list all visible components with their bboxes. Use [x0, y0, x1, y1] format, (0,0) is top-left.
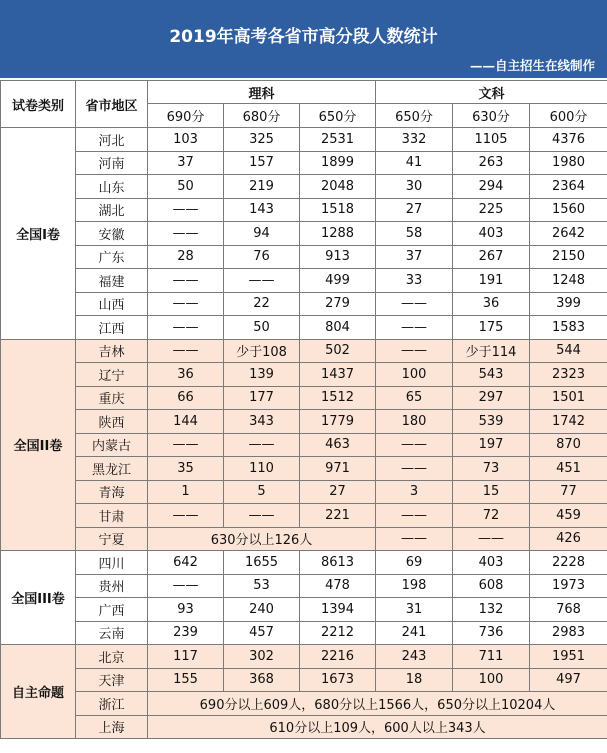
score-cell: 2212: [300, 621, 376, 645]
score-cell: 2642: [530, 222, 607, 246]
table-row: [1, 527, 607, 551]
table-row: [1, 504, 607, 528]
score-cell: 804: [300, 316, 376, 340]
sci-col-header: 690分: [148, 104, 224, 128]
region-cell: 北京: [76, 645, 148, 669]
score-cell: ——: [376, 433, 453, 457]
table-row: [1, 386, 607, 410]
score-cell: 27: [376, 198, 453, 222]
table-row: [1, 692, 607, 716]
score-cell: 768: [530, 598, 607, 622]
score-cell: 177: [224, 386, 300, 410]
merged-note-cell: 610分以上109人，600人以上343人: [148, 715, 607, 739]
score-cell: 103: [148, 128, 224, 152]
region-cell: 山西: [76, 292, 148, 316]
score-cell: 642: [148, 551, 224, 575]
score-cell: 2048: [300, 175, 376, 199]
score-cell: 1980: [530, 151, 607, 175]
score-cell: 2323: [530, 363, 607, 387]
group-label: 全国III卷: [1, 551, 76, 645]
score-cell: 157: [224, 151, 300, 175]
score-cell: 1973: [530, 574, 607, 598]
score-cell: 100: [453, 668, 530, 692]
score-cell: 66: [148, 386, 224, 410]
score-cell: 144: [148, 410, 224, 434]
science-header: 理科: [148, 81, 376, 104]
score-cell: 94: [224, 222, 300, 246]
score-cell: 403: [453, 551, 530, 575]
score-cell: 76: [224, 245, 300, 269]
sci-col-header: 650分: [300, 104, 376, 128]
score-cell: 1512: [300, 386, 376, 410]
region-cell: 河南: [76, 151, 148, 175]
score-cell: 478: [300, 574, 376, 598]
table-row: [1, 480, 607, 504]
region-cell: 上海: [76, 715, 148, 739]
merged-note-cell: 690分以上609人，680分以上1566人，650分以上10204人: [148, 692, 607, 716]
score-cell: 343: [224, 410, 300, 434]
score-cell: ——: [376, 316, 453, 340]
score-cell: 少于108: [224, 339, 300, 363]
score-cell: 37: [148, 151, 224, 175]
score-cell: 1951: [530, 645, 607, 669]
region-cell: 江西: [76, 316, 148, 340]
table-row: [1, 151, 607, 175]
region-cell: 广东: [76, 245, 148, 269]
score-cell: 297: [453, 386, 530, 410]
score-cell: 2364: [530, 175, 607, 199]
score-cell: 1899: [300, 151, 376, 175]
table-row: [1, 668, 607, 692]
score-cell: 197: [453, 433, 530, 457]
table-row: [1, 621, 607, 645]
score-cell: ——: [148, 339, 224, 363]
title-banner: [0, 0, 607, 78]
group-label: 自主命题: [1, 645, 76, 739]
table-row: [1, 715, 607, 739]
score-cell: ——: [376, 339, 453, 363]
score-cell: 1655: [224, 551, 300, 575]
score-cell: 368: [224, 668, 300, 692]
sci-col-header: 680分: [224, 104, 300, 128]
table-row: [1, 339, 607, 363]
merged-note-cell: 630分以上126人: [148, 527, 376, 551]
score-cell: 2150: [530, 245, 607, 269]
region-cell: 广西: [76, 598, 148, 622]
table-row: [1, 645, 607, 669]
region-cell: 陕西: [76, 410, 148, 434]
region-cell: 甘肃: [76, 504, 148, 528]
score-cell: 302: [224, 645, 300, 669]
score-cell: 1248: [530, 269, 607, 293]
score-cell: 240: [224, 598, 300, 622]
region-cell: 贵州: [76, 574, 148, 598]
region-cell: 浙江: [76, 692, 148, 716]
score-cell: 608: [453, 574, 530, 598]
page-subtitle: ——自主招生在线制作: [469, 58, 595, 73]
table-row: [1, 245, 607, 269]
score-cell: 50: [148, 175, 224, 199]
score-cell: ——: [148, 433, 224, 457]
score-cell: ——: [148, 316, 224, 340]
score-cell: 180: [376, 410, 453, 434]
page-title: 2019年高考各省市高分段人数统计: [169, 27, 438, 47]
score-cell: 36: [453, 292, 530, 316]
score-cell: 539: [453, 410, 530, 434]
score-cell: 117: [148, 645, 224, 669]
region-cell: 青海: [76, 480, 148, 504]
score-cell: 1779: [300, 410, 376, 434]
score-cell: 263: [453, 151, 530, 175]
score-cell: 73: [453, 457, 530, 481]
score-cell: 37: [376, 245, 453, 269]
score-cell: 36: [148, 363, 224, 387]
score-cell: 35: [148, 457, 224, 481]
score-cell: 459: [530, 504, 607, 528]
score-cell: 403: [453, 222, 530, 246]
region-header: 省市地区: [76, 81, 148, 128]
score-cell: 22: [224, 292, 300, 316]
region-cell: 内蒙古: [76, 433, 148, 457]
score-cell: 198: [376, 574, 453, 598]
score-cell: 15: [453, 480, 530, 504]
score-cell: 1742: [530, 410, 607, 434]
score-cell: 457: [224, 621, 300, 645]
score-cell: 191: [453, 269, 530, 293]
score-cell: 132: [453, 598, 530, 622]
score-cell: 33: [376, 269, 453, 293]
table-row: [1, 316, 607, 340]
group-label: 全国II卷: [1, 339, 76, 551]
table-row: [1, 410, 607, 434]
score-cell: 711: [453, 645, 530, 669]
score-cell: 143: [224, 198, 300, 222]
table-row: [1, 598, 607, 622]
region-cell: 宁夏: [76, 527, 148, 551]
score-cell: 4376: [530, 128, 607, 152]
score-cell: 399: [530, 292, 607, 316]
score-cell: 426: [530, 527, 607, 551]
score-cell: 499: [300, 269, 376, 293]
score-cell: ——: [148, 504, 224, 528]
score-cell: 58: [376, 222, 453, 246]
score-cell: 28: [148, 245, 224, 269]
score-cell: 221: [300, 504, 376, 528]
region-cell: 重庆: [76, 386, 148, 410]
score-cell: ——: [148, 574, 224, 598]
score-cell: 100: [376, 363, 453, 387]
score-cell: ——: [376, 457, 453, 481]
score-cell: 27: [300, 480, 376, 504]
score-cell: ——: [148, 292, 224, 316]
region-cell: 四川: [76, 551, 148, 575]
table-row: [1, 198, 607, 222]
score-cell: 93: [148, 598, 224, 622]
table-row: [1, 269, 607, 293]
region-cell: 吉林: [76, 339, 148, 363]
score-cell: 225: [453, 198, 530, 222]
group-label: 全国I卷: [1, 128, 76, 340]
score-cell: 971: [300, 457, 376, 481]
score-cell: 50: [224, 316, 300, 340]
score-cell: 2228: [530, 551, 607, 575]
score-table: [0, 80, 607, 739]
score-cell: ——: [376, 527, 453, 551]
score-cell: 1518: [300, 198, 376, 222]
score-cell: 913: [300, 245, 376, 269]
table-row: [1, 551, 607, 575]
category-header: 试卷类别: [1, 81, 76, 128]
score-cell: 53: [224, 574, 300, 598]
table-row: [1, 222, 607, 246]
table-row: [1, 128, 607, 152]
score-cell: 少于114: [453, 339, 530, 363]
score-cell: 1: [148, 480, 224, 504]
score-cell: 451: [530, 457, 607, 481]
score-cell: ——: [224, 269, 300, 293]
score-cell: 239: [148, 621, 224, 645]
score-cell: 219: [224, 175, 300, 199]
score-cell: 110: [224, 457, 300, 481]
score-cell: ——: [148, 222, 224, 246]
score-cell: 1501: [530, 386, 607, 410]
arts-col-header: 650分: [376, 104, 453, 128]
score-cell: 870: [530, 433, 607, 457]
score-cell: 1437: [300, 363, 376, 387]
score-cell: 325: [224, 128, 300, 152]
score-cell: ——: [224, 504, 300, 528]
region-cell: 湖北: [76, 198, 148, 222]
header-row-1: [1, 81, 607, 104]
score-cell: ——: [148, 198, 224, 222]
region-cell: 云南: [76, 621, 148, 645]
score-cell: 294: [453, 175, 530, 199]
table-row: [1, 292, 607, 316]
score-cell: ——: [148, 269, 224, 293]
score-cell: 139: [224, 363, 300, 387]
score-cell: 267: [453, 245, 530, 269]
score-cell: 41: [376, 151, 453, 175]
score-cell: 279: [300, 292, 376, 316]
region-cell: 河北: [76, 128, 148, 152]
region-cell: 山东: [76, 175, 148, 199]
score-cell: ——: [376, 292, 453, 316]
score-cell: 736: [453, 621, 530, 645]
region-cell: 天津: [76, 668, 148, 692]
region-cell: 黑龙江: [76, 457, 148, 481]
region-cell: 安徽: [76, 222, 148, 246]
score-cell: ——: [453, 527, 530, 551]
score-cell: 2216: [300, 645, 376, 669]
score-cell: 1583: [530, 316, 607, 340]
score-cell: 241: [376, 621, 453, 645]
score-cell: 243: [376, 645, 453, 669]
score-cell: 77: [530, 480, 607, 504]
score-cell: 155: [148, 668, 224, 692]
region-cell: 辽宁: [76, 363, 148, 387]
table-row: [1, 363, 607, 387]
score-cell: 1105: [453, 128, 530, 152]
score-cell: 8613: [300, 551, 376, 575]
arts-col-header: 600分: [530, 104, 607, 128]
table-row: [1, 175, 607, 199]
score-cell: 1288: [300, 222, 376, 246]
score-cell: 502: [300, 339, 376, 363]
arts-header: 文科: [376, 81, 607, 104]
score-cell: 497: [530, 668, 607, 692]
score-cell: 175: [453, 316, 530, 340]
score-cell: 30: [376, 175, 453, 199]
table-row: [1, 433, 607, 457]
score-cell: 2531: [300, 128, 376, 152]
score-cell: 332: [376, 128, 453, 152]
score-cell: 543: [453, 363, 530, 387]
score-cell: 2983: [530, 621, 607, 645]
region-cell: 福建: [76, 269, 148, 293]
score-cell: 31: [376, 598, 453, 622]
score-cell: 3: [376, 480, 453, 504]
score-cell: ——: [376, 504, 453, 528]
score-cell: 544: [530, 339, 607, 363]
arts-col-header: 630分: [453, 104, 530, 128]
score-cell: 463: [300, 433, 376, 457]
table-row: [1, 457, 607, 481]
score-cell: 1560: [530, 198, 607, 222]
score-cell: 1673: [300, 668, 376, 692]
score-cell: ——: [224, 433, 300, 457]
score-cell: 69: [376, 551, 453, 575]
table-row: [1, 574, 607, 598]
score-cell: 1394: [300, 598, 376, 622]
score-cell: 72: [453, 504, 530, 528]
score-cell: 5: [224, 480, 300, 504]
score-cell: 65: [376, 386, 453, 410]
score-cell: 18: [376, 668, 453, 692]
